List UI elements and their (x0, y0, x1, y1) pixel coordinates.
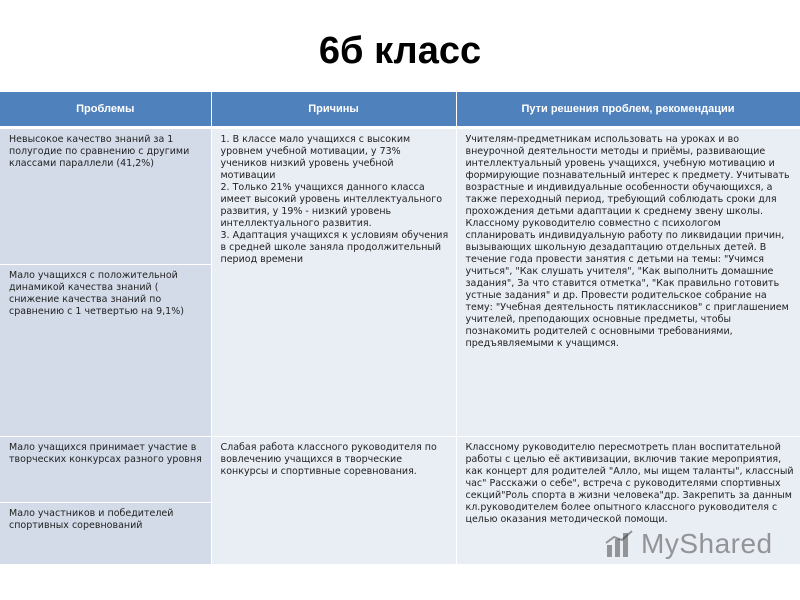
watermark-text: MyShared (641, 528, 773, 559)
problems-table (0, 92, 800, 565)
table-row (0, 437, 800, 503)
header-problems: Проблемы (0, 92, 211, 128)
reason-item: 2. Только 21% учащихся данного класса имеет высокий уровень интеллектуального развития, у 19% - низкий уровень интеллектуального развития. (220, 182, 443, 229)
problem-cell: Мало участников и победителей спортивных соревнований (0, 503, 211, 565)
header-reasons: Причины (211, 92, 456, 128)
problem-cell: Мало учащихся с положительной динамикой качества знаний ( снижение качества знаний по сравнению с 1 четвертью на 9,1%) (0, 265, 211, 437)
table-header-row (0, 92, 800, 128)
reasons-cell (211, 128, 456, 437)
reasons-list (221, 134, 450, 266)
reasons-cell: Слабая работа классного руководителя по вовлечению учащихся в творческие конкурсы и спортивные соревнования. (211, 437, 456, 565)
solution-cell: Классному руководителю пересмотреть план воспитательной работы с целью её активизации, включив такие мероприятия, как концерт для родителей "Алло, мы ищем таланты", классный час" Расскажи о себе", встреча с руководителями спортивных секций"Роль спорта в жизни человека"др. Закрепить за данным кл.руководителем более опытного классного руководителя с целью оказания методической помощи. (456, 437, 800, 565)
reason-item: 1. В классе мало учащихся с высоким уровнем учебной мотивации, у 73% учеников низкий уровень учебной мотивации (220, 134, 411, 181)
solution-cell: Учителям-предметникам использовать на уроках и во внеурочной деятельности методы и приёмы, развивающие интеллектуальный уровень учащихся, учебную мотивацию и формирующие познавательный интерес к предмету. Учитывать возрастные и индивидуальные особенности обучающихся, а также переходный период, требующий соблюдать сроки для прохождения детьми адаптации к среднему звену школы. Классному руководителю совместно с психологом спланировать индивидуальную работу по ликвидации причин, вызывающих школьную дезадаптацию отдельных детей. В течение года провести занятия с детьми на темы: "Учимся учиться", "Как слушать учителя", "Как выполнить домашние задания", За что ставится отметка", "Как правильно готовить устные задания" и др. Провести родительское собрание на тему: "Учебная деятельность пятиклассников" с приглашением учителей, преподающих основные предметы, чтобы познакомить родителей с основными требованиями, предъявляемыми к учащимся. (456, 128, 800, 437)
reason-item: 3. Адаптация учащихся к условиям обучения в средней школе заняла продолжительный период времени (220, 230, 449, 265)
problem-cell: Мало учащихся принимает участие в творческих конкурсах разного уровня (0, 437, 211, 503)
header-solutions: Пути решения проблем, рекомендации (456, 92, 800, 128)
table-row (0, 128, 800, 265)
slide-title: 6б класс (318, 30, 482, 72)
problem-cell: Невысокое качество знаний за 1 полугодие по сравнению с другими классами параллели (41,2%) (0, 128, 211, 265)
